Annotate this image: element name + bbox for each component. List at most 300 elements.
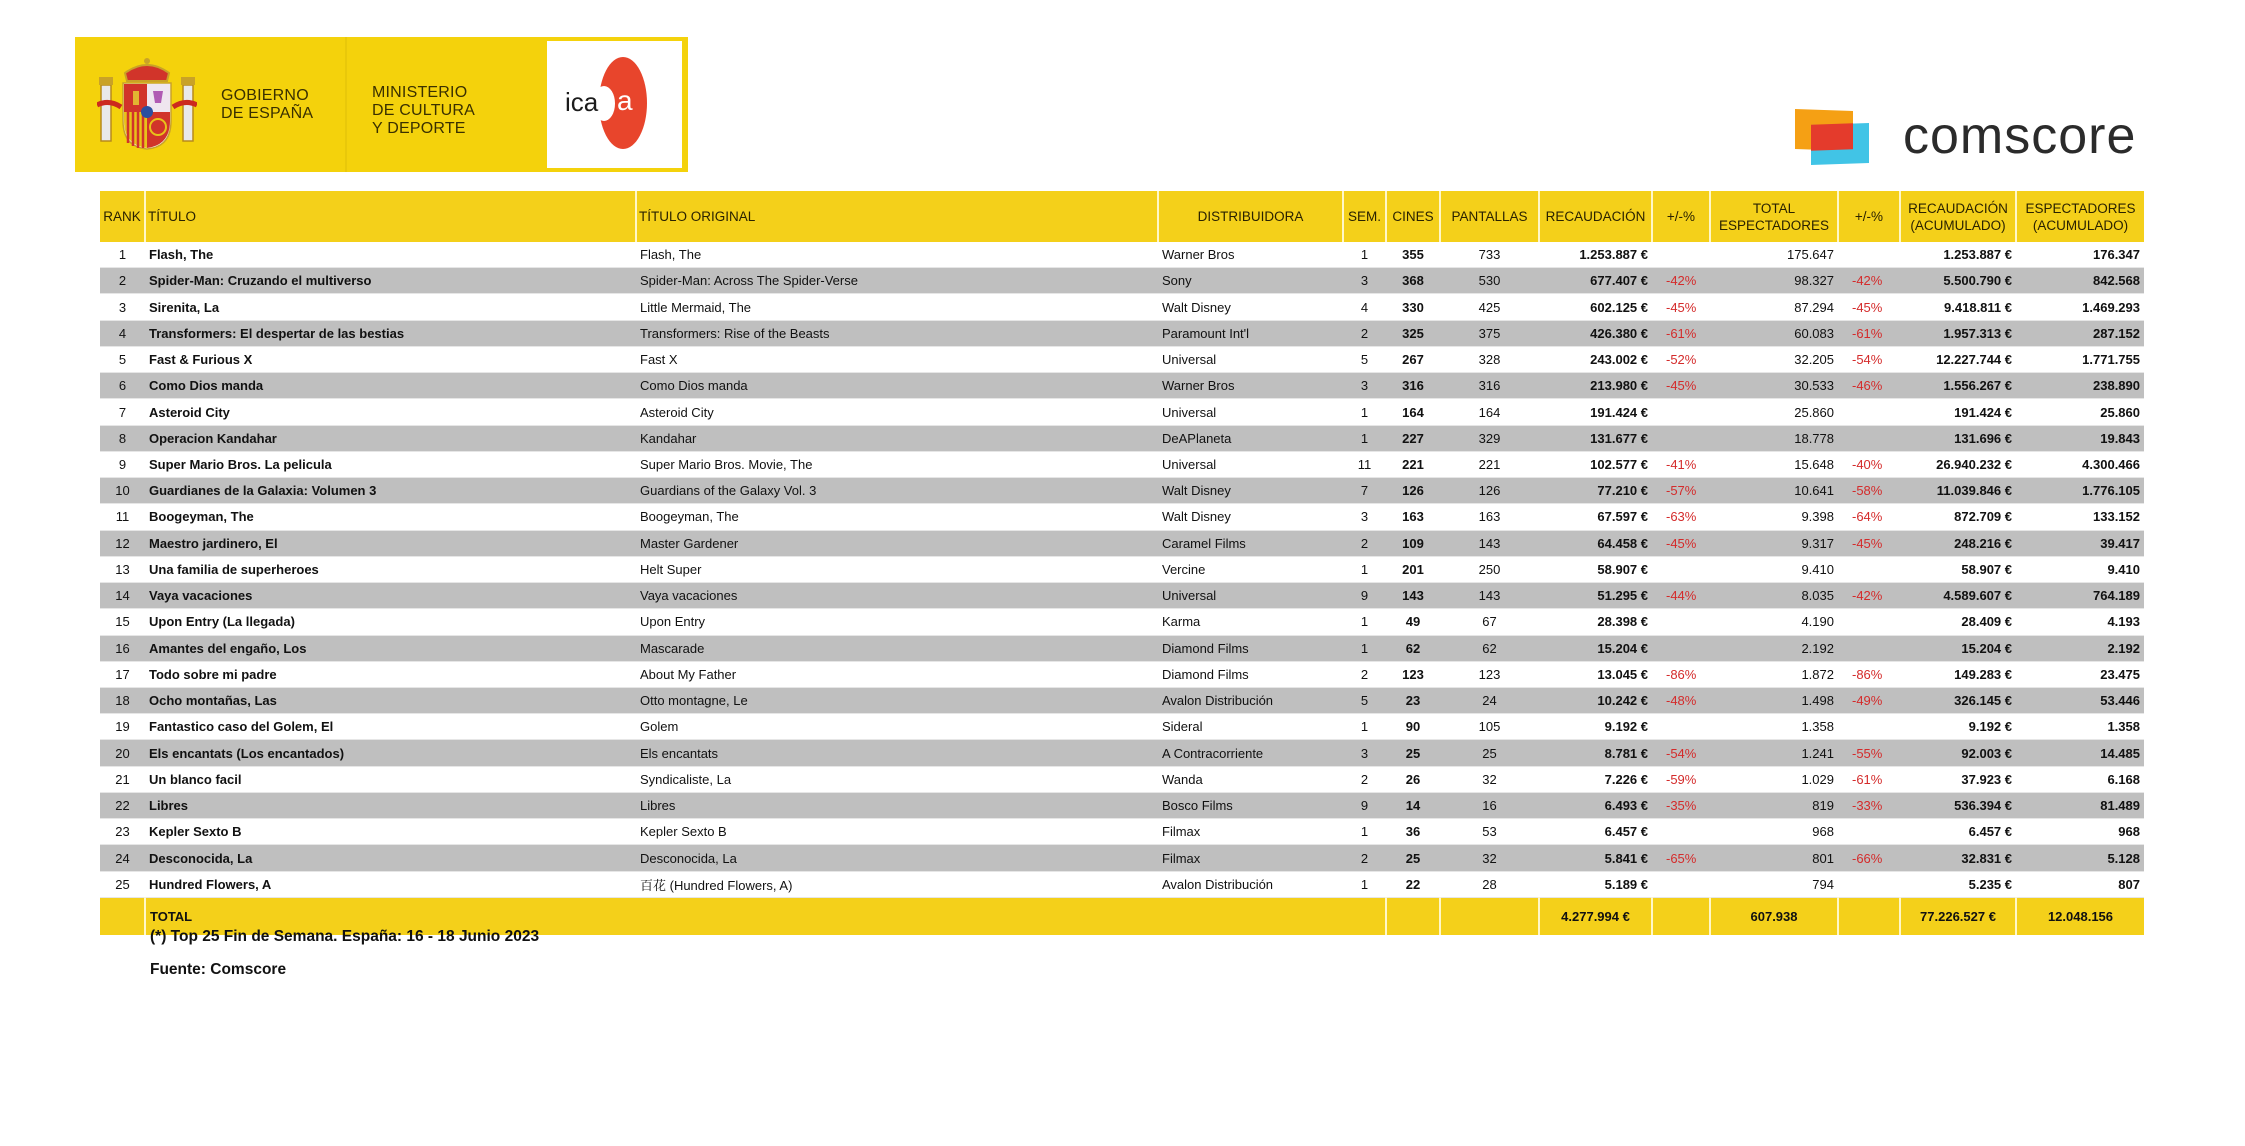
cell-rec: 28.398 € (1539, 609, 1652, 635)
cell-rank: 24 (100, 845, 145, 871)
cell-esp-acum: 1.469.293 (2016, 294, 2144, 320)
cell-original: Syndicaliste, La (636, 766, 1158, 792)
cell-rank: 9 (100, 451, 145, 477)
cell-original: Master Gardener (636, 530, 1158, 556)
cell-sem: 2 (1343, 766, 1386, 792)
cell-rank: 2 (100, 268, 145, 294)
cell-titulo: Boogeyman, The (145, 504, 636, 530)
cell-rec: 5.189 € (1539, 871, 1652, 897)
icaa-logo (545, 39, 684, 170)
cell-rec-pct: -59% (1652, 766, 1710, 792)
cell-dist: A Contracorriente (1158, 740, 1343, 766)
cell-esp-pct (1838, 399, 1900, 425)
cell-sem: 9 (1343, 792, 1386, 818)
cell-rank: 17 (100, 661, 145, 687)
cell-dist: Avalon Distribución (1158, 687, 1343, 713)
table-row (100, 740, 2144, 766)
cell-pant: 123 (1440, 661, 1539, 687)
cell-rank: 5 (100, 346, 145, 372)
cell-rec-pct (1652, 714, 1710, 740)
cell-esp: 2.192 (1710, 635, 1838, 661)
cell-original: Little Mermaid, The (636, 294, 1158, 320)
cell-rec-pct: -54% (1652, 740, 1710, 766)
total-cines-cell (1386, 897, 1440, 935)
cell-dist: DeAPlaneta (1158, 425, 1343, 451)
table-row (100, 346, 2144, 372)
cell-pant: 32 (1440, 845, 1539, 871)
cell-rec-pct (1652, 635, 1710, 661)
table-row (100, 530, 2144, 556)
cell-sem: 1 (1343, 242, 1386, 268)
cell-rec-acum: 58.907 € (1900, 556, 2016, 582)
cell-sem: 1 (1343, 819, 1386, 845)
total-recaudacion-acumulado: 77.226.527 € (1900, 897, 2016, 935)
cell-original: Como Dios manda (636, 373, 1158, 399)
cell-cines: 25 (1386, 845, 1440, 871)
cell-esp: 819 (1710, 792, 1838, 818)
cell-rec-acum: 37.923 € (1900, 766, 2016, 792)
cell-dist: Diamond Films (1158, 661, 1343, 687)
cell-sem: 2 (1343, 530, 1386, 556)
col-header-sem: SEM. (1343, 191, 1386, 242)
cell-esp-pct: -46% (1838, 373, 1900, 399)
cell-rec-pct: -45% (1652, 530, 1710, 556)
cell-cines: 330 (1386, 294, 1440, 320)
cell-pant: 67 (1440, 609, 1539, 635)
cell-rank: 16 (100, 635, 145, 661)
cell-original: Libres (636, 792, 1158, 818)
cell-esp-pct: -55% (1838, 740, 1900, 766)
cell-original: Transformers: Rise of the Beasts (636, 320, 1158, 346)
cell-titulo: Asteroid City (145, 399, 636, 425)
cell-cines: 26 (1386, 766, 1440, 792)
table-row (100, 792, 2144, 818)
cell-pant: 24 (1440, 687, 1539, 713)
cell-esp-acum: 25.860 (2016, 399, 2144, 425)
cell-rec-pct: -45% (1652, 373, 1710, 399)
table-row (100, 268, 2144, 294)
cell-esp-pct: -61% (1838, 766, 1900, 792)
cell-esp-pct (1838, 242, 1900, 268)
cell-esp-pct: -86% (1838, 661, 1900, 687)
cell-rec: 6.493 € (1539, 792, 1652, 818)
cell-esp-acum: 9.410 (2016, 556, 2144, 582)
cell-rec: 64.458 € (1539, 530, 1652, 556)
cell-cines: 201 (1386, 556, 1440, 582)
cell-sem: 3 (1343, 740, 1386, 766)
cell-rec-pct: -61% (1652, 320, 1710, 346)
cell-sem: 1 (1343, 714, 1386, 740)
total-pantallas-cell (1440, 897, 1539, 935)
cell-original: Asteroid City (636, 399, 1158, 425)
cell-esp: 8.035 (1710, 583, 1838, 609)
cell-esp-pct: -33% (1838, 792, 1900, 818)
cell-esp-acum: 842.568 (2016, 268, 2144, 294)
ministerio-label (372, 84, 475, 138)
cell-titulo: Spider-Man: Cruzando el multiverso (145, 268, 636, 294)
cell-rec: 15.204 € (1539, 635, 1652, 661)
cell-esp: 30.533 (1710, 373, 1838, 399)
cell-pant: 316 (1440, 373, 1539, 399)
cell-rec-acum: 26.940.232 € (1900, 451, 2016, 477)
col-header-titulo-original: TÍTULO ORIGINAL (636, 191, 1158, 242)
cell-pant: 375 (1440, 320, 1539, 346)
cell-cines: 109 (1386, 530, 1440, 556)
cell-titulo: Desconocida, La (145, 845, 636, 871)
cell-cines: 90 (1386, 714, 1440, 740)
cell-cines: 123 (1386, 661, 1440, 687)
col-header-pantallas: PANTALLAS (1440, 191, 1539, 242)
table-row (100, 687, 2144, 713)
cell-esp: 1.498 (1710, 687, 1838, 713)
table-row (100, 242, 2144, 268)
table-row (100, 661, 2144, 687)
cell-esp-pct: -45% (1838, 294, 1900, 320)
cell-original: Mascarade (636, 635, 1158, 661)
cell-cines: 325 (1386, 320, 1440, 346)
cell-rec: 602.125 € (1539, 294, 1652, 320)
cell-esp-acum: 968 (2016, 819, 2144, 845)
comscore-logo (1785, 106, 2185, 168)
cell-rank: 10 (100, 478, 145, 504)
cell-rank: 15 (100, 609, 145, 635)
cell-rec: 58.907 € (1539, 556, 1652, 582)
cell-rec: 67.597 € (1539, 504, 1652, 530)
cell-dist: Walt Disney (1158, 504, 1343, 530)
cell-pant: 221 (1440, 451, 1539, 477)
cell-rec-acum: 1.556.267 € (1900, 373, 2016, 399)
cell-cines: 163 (1386, 504, 1440, 530)
table-row (100, 845, 2144, 871)
total-label: TOTAL (145, 897, 1386, 935)
cell-esp-pct (1838, 425, 1900, 451)
cell-esp-acum: 53.446 (2016, 687, 2144, 713)
cell-esp-pct (1838, 635, 1900, 661)
cell-dist: Universal (1158, 346, 1343, 372)
cell-rec-pct: -42% (1652, 268, 1710, 294)
cell-esp-pct: -42% (1838, 268, 1900, 294)
cell-sem: 1 (1343, 609, 1386, 635)
cell-rec-pct: -63% (1652, 504, 1710, 530)
cell-rank: 12 (100, 530, 145, 556)
cell-titulo: Transformers: El despertar de las bestias (145, 320, 636, 346)
cell-sem: 3 (1343, 504, 1386, 530)
cell-cines: 221 (1386, 451, 1440, 477)
cell-rec-pct: -57% (1652, 478, 1710, 504)
cell-original: Spider-Man: Across The Spider-Verse (636, 268, 1158, 294)
cell-cines: 14 (1386, 792, 1440, 818)
cell-sem: 3 (1343, 268, 1386, 294)
cell-pant: 62 (1440, 635, 1539, 661)
table-body (100, 242, 2144, 935)
cell-dist: Diamond Films (1158, 635, 1343, 661)
col-header-espectadores-acumulado-text: ESPECTADORES (ACUMULADO) (2025, 200, 2136, 233)
cell-esp-acum: 6.168 (2016, 766, 2144, 792)
cell-rec: 5.841 € (1539, 845, 1652, 871)
cell-rec: 102.577 € (1539, 451, 1652, 477)
cell-sem: 1 (1343, 635, 1386, 661)
cell-rec: 8.781 € (1539, 740, 1652, 766)
cell-esp: 9.410 (1710, 556, 1838, 582)
cell-rec-acum: 12.227.744 € (1900, 346, 2016, 372)
cell-esp: 1.241 (1710, 740, 1838, 766)
cell-sem: 1 (1343, 399, 1386, 425)
cell-original: Kandahar (636, 425, 1158, 451)
cell-original: Vaya vacaciones (636, 583, 1158, 609)
cell-dist: Vercine (1158, 556, 1343, 582)
cell-esp-acum: 176.347 (2016, 242, 2144, 268)
comscore-red-overlap-icon (1811, 123, 1853, 150)
cell-rec-acum: 1.253.887 € (1900, 242, 2016, 268)
cell-esp: 9.398 (1710, 504, 1838, 530)
cell-titulo: Upon Entry (La llegada) (145, 609, 636, 635)
col-header-rec-pct: +/-% (1652, 191, 1710, 242)
cell-sem: 11 (1343, 451, 1386, 477)
table-row (100, 294, 2144, 320)
cell-dist: Caramel Films (1158, 530, 1343, 556)
cell-dist: Sony (1158, 268, 1343, 294)
cell-esp-pct: -61% (1838, 320, 1900, 346)
cell-esp-acum: 14.485 (2016, 740, 2144, 766)
cell-pant: 143 (1440, 583, 1539, 609)
cell-rank: 13 (100, 556, 145, 582)
cell-rec-pct (1652, 425, 1710, 451)
table-row (100, 871, 2144, 897)
table-row (100, 635, 2144, 661)
cell-rank: 18 (100, 687, 145, 713)
cell-rec: 426.380 € (1539, 320, 1652, 346)
cell-rec: 213.980 € (1539, 373, 1652, 399)
cell-dist: Universal (1158, 583, 1343, 609)
cell-esp: 1.029 (1710, 766, 1838, 792)
col-header-espectadores-acumulado (2016, 191, 2144, 242)
ministry-line-3: Y DEPORTE (372, 120, 466, 137)
cell-esp: 87.294 (1710, 294, 1838, 320)
cell-original: Desconocida, La (636, 845, 1158, 871)
col-header-recaudacion-acumulado (1900, 191, 2016, 242)
cell-rank: 6 (100, 373, 145, 399)
cell-rec: 13.045 € (1539, 661, 1652, 687)
cell-dist: Karma (1158, 609, 1343, 635)
table-row (100, 714, 2144, 740)
cell-cines: 22 (1386, 871, 1440, 897)
total-espectadores-acumulado: 12.048.156 (2016, 897, 2144, 935)
table-row (100, 451, 2144, 477)
cell-sem: 1 (1343, 556, 1386, 582)
cell-dist: Warner Bros (1158, 373, 1343, 399)
cell-rec-acum: 872.709 € (1900, 504, 2016, 530)
cell-original: About My Father (636, 661, 1158, 687)
table-row (100, 819, 2144, 845)
cell-rank: 20 (100, 740, 145, 766)
table-row (100, 425, 2144, 451)
cell-esp-pct: -58% (1838, 478, 1900, 504)
cell-rank: 25 (100, 871, 145, 897)
cell-esp-pct: -49% (1838, 687, 1900, 713)
cell-rank: 7 (100, 399, 145, 425)
cell-cines: 143 (1386, 583, 1440, 609)
cell-esp-acum: 2.192 (2016, 635, 2144, 661)
cell-rec-pct: -86% (1652, 661, 1710, 687)
icaa-text-ica: ica (565, 87, 599, 117)
cell-original: Boogeyman, The (636, 504, 1158, 530)
cell-pant: 164 (1440, 399, 1539, 425)
cell-titulo: Flash, The (145, 242, 636, 268)
cell-sem: 2 (1343, 320, 1386, 346)
cell-rec-pct (1652, 399, 1710, 425)
cell-cines: 164 (1386, 399, 1440, 425)
cell-dist: Universal (1158, 399, 1343, 425)
gov-line-1: GOBIERNO (221, 87, 309, 104)
cell-rec-acum: 1.957.313 € (1900, 320, 2016, 346)
cell-cines: 316 (1386, 373, 1440, 399)
cell-rec: 243.002 € (1539, 346, 1652, 372)
cell-rec: 77.210 € (1539, 478, 1652, 504)
cell-cines: 126 (1386, 478, 1440, 504)
cell-dist: Wanda (1158, 766, 1343, 792)
cell-rec: 1.253.887 € (1539, 242, 1652, 268)
icaa-text-a: a (617, 85, 633, 116)
cell-esp-pct (1838, 714, 1900, 740)
cell-esp-acum: 4.193 (2016, 609, 2144, 635)
cell-pant: 126 (1440, 478, 1539, 504)
cell-dist: Sideral (1158, 714, 1343, 740)
table-row (100, 556, 2144, 582)
table-row (100, 373, 2144, 399)
cell-esp-pct: -45% (1838, 530, 1900, 556)
cell-original: Golem (636, 714, 1158, 740)
cell-sem: 1 (1343, 871, 1386, 897)
cell-rec-pct: -45% (1652, 294, 1710, 320)
cell-cines: 49 (1386, 609, 1440, 635)
cell-esp-acum: 39.417 (2016, 530, 2144, 556)
cell-esp-pct: -54% (1838, 346, 1900, 372)
cell-rec-acum: 32.831 € (1900, 845, 2016, 871)
cell-esp: 175.647 (1710, 242, 1838, 268)
cell-rec-pct (1652, 871, 1710, 897)
cell-rank: 8 (100, 425, 145, 451)
ministry-line-1: MINISTERIO (372, 84, 468, 101)
cell-esp: 794 (1710, 871, 1838, 897)
col-header-total-espectadores-text: TOTAL ESPECTADORES (1719, 200, 1830, 233)
table-row (100, 399, 2144, 425)
cell-rank: 3 (100, 294, 145, 320)
cell-rec-pct: -48% (1652, 687, 1710, 713)
cell-pant: 733 (1440, 242, 1539, 268)
cell-titulo: Guardianes de la Galaxia: Volumen 3 (145, 478, 636, 504)
cell-pant: 530 (1440, 268, 1539, 294)
cell-rank: 19 (100, 714, 145, 740)
cell-rec-acum: 9.418.811 € (1900, 294, 2016, 320)
cell-titulo: Hundred Flowers, A (145, 871, 636, 897)
cell-titulo: Super Mario Bros. La pelicula (145, 451, 636, 477)
total-esp-pct-cell (1838, 897, 1900, 935)
cell-esp-pct: -64% (1838, 504, 1900, 530)
cell-esp: 10.641 (1710, 478, 1838, 504)
cell-dist: Walt Disney (1158, 294, 1343, 320)
cell-rank: 21 (100, 766, 145, 792)
table-row (100, 609, 2144, 635)
cell-esp: 60.083 (1710, 320, 1838, 346)
cell-pant: 143 (1440, 530, 1539, 556)
cell-pant: 425 (1440, 294, 1539, 320)
cell-rec-acum: 9.192 € (1900, 714, 2016, 740)
cell-rec: 6.457 € (1539, 819, 1652, 845)
table-row (100, 766, 2144, 792)
footnote-period: (*) Top 25 Fin de Semana. España: 16 - 18 Junio 2023 (150, 928, 540, 945)
cell-pant: 163 (1440, 504, 1539, 530)
cell-dist: Universal (1158, 451, 1343, 477)
cell-rec-acum: 11.039.846 € (1900, 478, 2016, 504)
cell-original: 百花 (Hundred Flowers, A) (636, 871, 1158, 897)
col-header-total-espectadores (1710, 191, 1838, 242)
cell-cines: 23 (1386, 687, 1440, 713)
cell-sem: 2 (1343, 845, 1386, 871)
table-row (100, 320, 2144, 346)
cell-esp-acum: 1.776.105 (2016, 478, 2144, 504)
cell-esp-pct (1838, 819, 1900, 845)
cell-rec-acum: 5.500.790 € (1900, 268, 2016, 294)
cell-titulo: Els encantats (Los encantados) (145, 740, 636, 766)
cell-esp-acum: 23.475 (2016, 661, 2144, 687)
cell-sem: 5 (1343, 346, 1386, 372)
cell-esp-acum: 19.843 (2016, 425, 2144, 451)
cell-pant: 16 (1440, 792, 1539, 818)
cell-rec-acum: 248.216 € (1900, 530, 2016, 556)
cell-dist: Walt Disney (1158, 478, 1343, 504)
col-header-cines: CINES (1386, 191, 1440, 242)
cell-rec-pct: -41% (1652, 451, 1710, 477)
cell-rec-pct (1652, 609, 1710, 635)
cell-titulo: Fantastico caso del Golem, El (145, 714, 636, 740)
cell-pant: 53 (1440, 819, 1539, 845)
cell-dist: Paramount Int'l (1158, 320, 1343, 346)
cell-rec-acum: 4.589.607 € (1900, 583, 2016, 609)
gobierno-de-espana-label (221, 87, 313, 123)
cell-sem: 2 (1343, 661, 1386, 687)
cell-titulo: Todo sobre mi padre (145, 661, 636, 687)
cell-pant: 105 (1440, 714, 1539, 740)
cell-dist: Filmax (1158, 845, 1343, 871)
cell-rec: 677.407 € (1539, 268, 1652, 294)
cell-titulo: Amantes del engaño, Los (145, 635, 636, 661)
cell-cines: 25 (1386, 740, 1440, 766)
cell-rec-pct (1652, 819, 1710, 845)
total-recaudacion: 4.277.994 € (1539, 897, 1652, 935)
comscore-wordmark: comscore (1903, 107, 2137, 165)
cell-rank: 4 (100, 320, 145, 346)
cell-titulo: Kepler Sexto B (145, 819, 636, 845)
cell-original: Els encantats (636, 740, 1158, 766)
col-header-esp-pct: +/-% (1838, 191, 1900, 242)
cell-original: Guardians of the Galaxy Vol. 3 (636, 478, 1158, 504)
cell-esp-acum: 4.300.466 (2016, 451, 2144, 477)
cell-esp-acum: 807 (2016, 871, 2144, 897)
cell-dist: Avalon Distribución (1158, 871, 1343, 897)
banner-divider (345, 37, 347, 172)
cell-dist: Bosco Films (1158, 792, 1343, 818)
cell-rec-acum: 149.283 € (1900, 661, 2016, 687)
cell-titulo: Un blanco facil (145, 766, 636, 792)
table-header-row (100, 191, 2144, 242)
cell-esp-pct: -42% (1838, 583, 1900, 609)
total-rank-cell (100, 897, 145, 935)
cell-rec-pct (1652, 556, 1710, 582)
cell-pant: 25 (1440, 740, 1539, 766)
cell-pant: 329 (1440, 425, 1539, 451)
cell-rec-acum: 6.457 € (1900, 819, 2016, 845)
cell-titulo: Como Dios manda (145, 373, 636, 399)
